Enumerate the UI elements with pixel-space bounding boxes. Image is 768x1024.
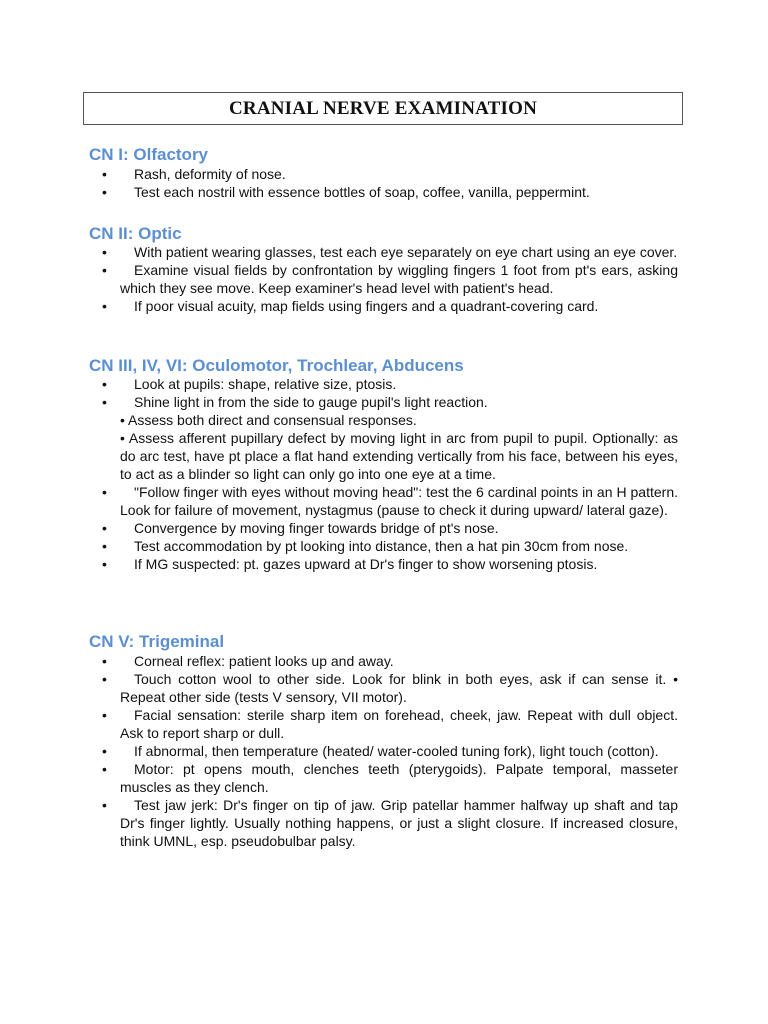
list-item: • If MG suspected: pt. gazes upward at Dr's finger to show worsening ptosis. <box>102 556 598 572</box>
list-item: • With patient wearing glasses, test each eye separately on eye chart using an eye cover. <box>102 244 678 260</box>
list-item: • "Follow finger with eyes without moving head": test the 6 cardinal points in an H pattern. Look for failure of movement, nystagmus (pause to check it during upward/ lateral gaze). <box>102 484 678 518</box>
list-item: • Rash, deformity of nose. <box>102 166 286 182</box>
list-item: • Test jaw jerk: Dr's finger on tip of jaw. Grip patellar hammer halfway up shaft and tap Dr's finger lightly. Usually nothing happens, or just a slight closure. If increased closure, think UMNL, esp. pseudobulbar palsy. <box>102 797 678 849</box>
bullet-icon: • <box>102 262 107 278</box>
page-title: CRANIAL NERVE EXAMINATION <box>228 97 537 119</box>
section-heading-cn5: CN V: Trigeminal <box>89 632 225 651</box>
bullet-icon: • <box>102 520 107 536</box>
list-item: • If abnormal, then temperature (heated/ water-cooled tuning fork), light touch (cotton). <box>102 743 659 759</box>
bullet-icon: • <box>102 556 107 572</box>
list-item: • Touch cotton wool to other side. Look for blink in both eyes, ask if can sense it. • Repeat other side (tests V sensory, VII motor). <box>102 671 678 705</box>
bullet-icon: • <box>102 671 107 687</box>
bullet-icon: • <box>102 394 107 410</box>
list-cn2 <box>100 243 678 315</box>
bullet-icon: • <box>102 244 107 260</box>
section-heading-cn2: CN II: Optic <box>89 224 182 243</box>
bullet-icon: • <box>102 707 107 723</box>
bullet-icon: • <box>102 298 107 314</box>
list-item: • Examine visual fields by confrontation by wiggling fingers 1 foot from pt's ears, asking which they see move. Keep examiner's head level with patient's head. <box>102 262 678 296</box>
list-item: • Motor: pt opens mouth, clenches teeth (pterygoids). Palpate temporal, masseter muscles as they clench. <box>102 761 678 795</box>
list-item: • If poor visual acuity, map fields using fingers and a quadrant-covering card. <box>102 298 599 314</box>
bullet-icon: • <box>102 166 107 182</box>
sub-item: • Assess afferent pupillary defect by moving light in arc from pupil to pupil. Optionally: as do arc test, have pt place a flat hand extending vertically from his face, between his eyes, to act as a blinder so light can only go into one eye at a time. <box>120 430 678 482</box>
bullet-icon: • <box>102 376 107 392</box>
section-heading-cn1: CN I: Olfactory <box>89 145 209 164</box>
bullet-icon: • <box>102 484 107 500</box>
bullet-icon: • <box>102 538 107 554</box>
section-heading-cn3-4-6: CN III, IV, VI: Oculomotor, Trochlear, Abducens <box>89 356 464 375</box>
list-item: • Test each nostril with essence bottles of soap, coffee, vanilla, peppermint. <box>102 184 590 200</box>
list-cn3-4-6 <box>100 375 678 573</box>
list-cn1 <box>100 165 678 201</box>
bullet-icon: • <box>102 184 107 200</box>
list-cn5 <box>100 652 678 850</box>
bullet-icon: • <box>102 761 107 777</box>
list-item: • Shine light in from the side to gauge pupil's light reaction. <box>102 394 488 410</box>
sub-item: • Assess both direct and consensual responses. <box>120 412 417 428</box>
list-item: • Look at pupils: shape, relative size, ptosis. <box>102 376 397 392</box>
bullet-icon: • <box>102 797 107 813</box>
list-item: • Facial sensation: sterile sharp item on forehead, cheek, jaw. Repeat with dull object. Ask to report sharp or dull. <box>102 707 678 741</box>
list-item: • Corneal reflex: patient looks up and away. <box>102 653 394 669</box>
title-box <box>83 92 683 125</box>
list-item: • Test accommodation by pt looking into distance, then a hat pin 30cm from nose. <box>102 538 629 554</box>
bullet-icon: • <box>102 653 107 669</box>
bullet-icon: • <box>102 743 107 759</box>
list-item: • Convergence by moving finger towards bridge of pt's nose. <box>102 520 499 536</box>
